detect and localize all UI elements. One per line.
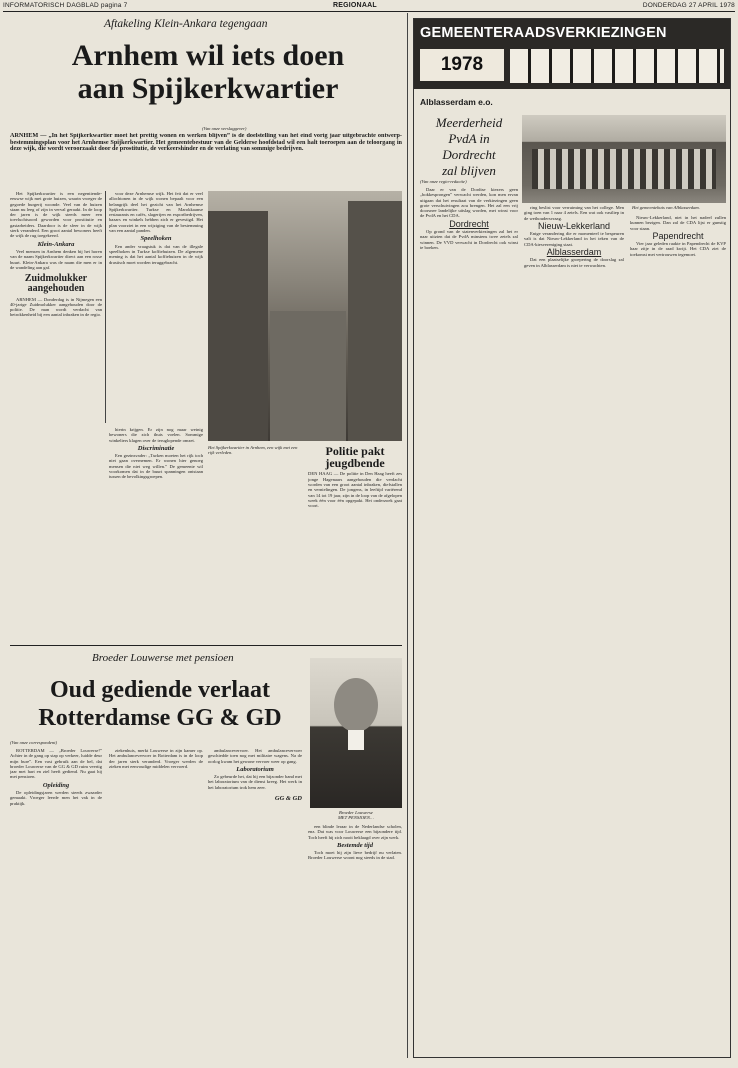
- banner-year: 1978: [420, 49, 504, 81]
- photo-street: [270, 311, 346, 441]
- election-box: [413, 18, 731, 1058]
- sidebar-col1-text-b: Op grond van de statenverkiezingen zal het er naar uitzien dat de PvdA minstens twee zetels zal winnen. De VVD verwacht in Dordrecht ook winst te boeken.: [420, 229, 518, 250]
- police-headline-1: Politie pakt: [325, 444, 385, 458]
- banner-title: GEMEENTERAADSVERKIEZINGEN: [420, 25, 667, 41]
- sidebar-col1: [420, 187, 518, 1053]
- main-col3-text: hierin krijgen. Er zijn nog maar weinig bewoners die zich thuis voelen. Sommige winkeliers klagen over de teruglopende omzet.: [109, 427, 203, 443]
- sidebar-headline-3: Dordrecht: [442, 147, 496, 162]
- second-col2-text: ziekenhuis, merkt Louwerse in zijn kamer op. Het ambulancevervoer in Rotterdam is in de loop der jaren sterk veranderd. Vroeger werden de zieken met eenvoudige middelen vervoerd.: [109, 748, 203, 769]
- police-article: [308, 445, 402, 513]
- masthead-section: REGIONAAL: [333, 2, 377, 9]
- townhall-caption: Het gemeentehuis van Alblasserdam.: [632, 205, 700, 210]
- second-col3-text-b: Zo gebeurde het, dat hij een bijzonder band met het laboratorium van de dienst kreeg. Het werk in het laboratorium trok hem zeer.: [208, 774, 302, 790]
- photo2-caption-line2: MET PENSIOEN…: [337, 815, 375, 821]
- masthead-paper-page: INFORMATORISCH DAGBLAD pagina 7: [3, 2, 128, 9]
- sidebar-headline: [420, 115, 518, 179]
- photo2-caption-line1: Broeder Louwerse: [339, 810, 373, 815]
- second-col4: [308, 824, 402, 1048]
- sidebar-col2-subhead-2: Nieuw-Lekkerland: [537, 220, 611, 231]
- sidebar-col3: [630, 215, 726, 1053]
- sidebar-col2-text-c: Enige verandering die er momenteel te bespeuren valt is dat Nieuw-Lekkerland in het teken van de CDA-kiesvereniging staat.: [524, 231, 624, 247]
- sidebar-col3-subhead: Papendrecht: [652, 230, 704, 241]
- second-col3-text: ambulancevervoer. Het ambulancevervoer geschiedde toen nog met militaire wagens. Na de oorlog kwam het gewone vervoer weer op gang.: [208, 748, 302, 764]
- second-col4-text-b: Toch moet hij zijn lieve bedrijf nu verlaten. Broeder Louwerse woont nog steeds in de stad.: [308, 850, 402, 861]
- sidebar-col1-subhead: Dordrecht: [449, 218, 489, 229]
- sidebar-col2-text: ring beslist voor verruiming van het college. Men ging toen van 1 naar 4 zetels. Een wat ook vastliep in de wethoudersvraag.: [524, 205, 624, 221]
- second-headline-1: Oud gediende verlaat: [50, 677, 270, 703]
- main-byline: (Van onze verslaggever): [202, 126, 247, 131]
- sidebar-headline-2: PvdA in: [448, 131, 490, 146]
- main-col1-text: Het Spijkerkwartier is een negentiende-eeuwse wijk met grote huizen, waarin vroeger de gegoede burgerij woonde. Veel van de huizen staan nu leeg of zijn in verval geraakt. In de loop der jaren is de wijk steeds meer een toevluchtsoord geworden voor prostitutie en gastarbeiders. Daardoor is de sfeer in de wijk sterk veranderd. Een groot aantal bewoners heeft de wijk de rug toegekeerd.: [10, 191, 102, 239]
- main-kicker: Aftakeling Klein-Ankara tegengaan: [104, 18, 268, 30]
- sidebar-col2: [524, 205, 624, 1053]
- main-headline-2: aan Spijkerkwartier: [77, 72, 339, 105]
- main-col3-subhead: Discriminatie: [137, 444, 175, 452]
- second-col1-text: ROTTERDAM — „Broeder Louwerse!” Achter in de gang op stap op verkeer, luidde deur mijn bure”. Een vast gebruik aan de bel, dat broeder Louwerse van de GG & GD ruim veertig jaar met hart en ziel heeft gediend. Nu gaat hij met pensioen.: [10, 748, 102, 780]
- second-col1-text-b: De opleidingsjaren werden steeds zwaarder gemaakt. Vroeger leerde men het vak in de praktijk.: [10, 790, 102, 806]
- portrait-collar: [348, 730, 364, 750]
- second-col3-signoff: GG & GD: [274, 795, 302, 803]
- sidebar-byline: (Van onze regio-redactie): [420, 179, 467, 184]
- photo-building-right: [348, 201, 402, 441]
- sidebar-headline-4: zal blijven: [442, 163, 496, 178]
- main-col2-subhead: Speelhoken: [140, 235, 172, 243]
- street-photo: [208, 191, 402, 441]
- second-col2: [109, 748, 203, 1048]
- masthead-rule: [3, 11, 735, 12]
- main-col1-text-b: Veel mensen in Arnhem denken bij het horen van de naam Spijkerkwartier direct aan een rosse buurt. Klein-Ankara was de naam die men er in de wandeling aan gaf.: [10, 248, 102, 270]
- portrait-photo: [310, 658, 402, 808]
- sidebar-col2-text-b: Dat een plaatselijke groepering de doorslag zal geven in Alblasserdam is niet te verwachten.: [524, 257, 624, 268]
- second-col1-subhead: Opleiding: [42, 781, 70, 789]
- main-col1-subhead-2: Zuidmolukker aangehouden: [24, 273, 88, 295]
- second-col4-subhead: Bestemde tijd: [337, 841, 373, 849]
- second-article: [10, 648, 402, 1058]
- photo1-caption: Het Spijkerkwartier in Arnhem, een wijk met een rijk verleden.: [208, 445, 298, 456]
- main-col2: [109, 191, 203, 423]
- second-headline-2: Rotterdamse GG & GD: [38, 705, 282, 731]
- photo-building-left: [208, 211, 268, 441]
- masthead: [3, 2, 735, 11]
- second-col1: [10, 748, 102, 1048]
- second-col4-text: een blinde leraar in de Nederlandse scholen, enz. Dat was voor Louwerse een bijzondere tijd. Toch heeft hij zich nooit beklaagd over zijn werk.: [308, 824, 402, 840]
- townhall-photo: [522, 115, 726, 203]
- election-banner: [414, 19, 730, 89]
- townhall-windows: [532, 149, 716, 189]
- main-col1: [10, 191, 102, 423]
- sidebar-col3-text: Nieuw-Lekkerland, niet in het nadeel zullen kunnen bezigen. Dan zal de CDA lijst er gunstig voor staan.: [630, 215, 726, 231]
- sidebar-col3-text-b: Vier jaar geleden raakte in Papendrecht de KVP haar zitje in de raad kwijt. Het CDA ziet de toekomst met vertrouwen tegemoet.: [630, 241, 726, 257]
- main-col1-subhead: Klein-Ankara: [37, 240, 75, 248]
- second-byline: (Van onze correspondent): [10, 740, 58, 745]
- main-col2-text-b: Een ander vraagstuk is dat van de illegale speelhoken in Turkse koffiehuizen. De algemene mening is dat het aantal koffiehuizen in de wijk drastisch moet worden teruggebracht.: [109, 243, 203, 265]
- section-rule: [10, 645, 402, 646]
- main-headline-1: Arnhem wil iets doen: [71, 39, 345, 72]
- page-column-rule: [407, 13, 408, 1058]
- second-kicker: Broeder Louwerse met pensioen: [92, 652, 234, 664]
- main-col2-text: voor deze Arnhemse wijk. Het feit dat er veel allochtonen in de wijk wonen bepaalt voor een belangrijk deel het gezicht van het Arnhemse Spijkerkwartier. Turkse en Marokkaanse restaurants en cafés, slagerijen en exportbedrijven, bazars en winkels hebben zich er gevestigd. Het plan voorziet in een wijziging van de bestemming van een aantal panden.: [109, 191, 203, 234]
- column-rule: [105, 191, 106, 423]
- sidebar-col2-subhead: Alblasserdam: [546, 247, 602, 258]
- main-article: [10, 13, 402, 513]
- main-col3: [109, 427, 203, 513]
- sidebar-col1-text: Daar er van de Dordtse kiezers geen „bokkesprongen” verwacht werden, kon men ervan uitgaan dat het resultaat van de verkiezingen geen grote verschuivingen zou brengen. Het zal een vrij doorsnee landelijke uitslag worden, met winst voor de PvdA en het CDA.: [420, 187, 518, 219]
- photo2-caption: [310, 810, 402, 821]
- main-lead: ARNHEM — „In het Spijkerkwartier moet het prettig wonen en werken blijven” is de doelstelling van het eind vorig jaar uitgebrachte ontwerp-bestemmingsplan voor het Arnhemse Spijkerkwartier. Het gemeentebestuur van de Gelderse hoofdstad wil een halt toeroepen aan de teloorgang in deze wijk, die wordt veroorzaakt door de prostitutie, de verkeershinder en de verlating van sommige bedrijven.: [10, 133, 402, 153]
- banner-party-logos: [510, 49, 724, 83]
- masthead-date: DONDERDAG 27 APRIL 1978: [642, 2, 735, 9]
- police-text: DEN HAAG — De politie in Den Haag heeft zes jonge Hagenaars aangehouden die verdacht worden van een groot aantal inbraken, diefstallen en vernielingen. De jongens, in leeftijd variërend van 14 tot 19 jaar, zijn in de loop van de afgelopen week één voor één opgepakt. Het onderzoek gaat voort.: [308, 471, 402, 509]
- second-col3: [208, 748, 302, 1048]
- main-col1-text-c: ARNHEM — Donderdag is in Nijmegen een 40-jarige Zuidmolukker aangehouden door de politie. De man wordt verdacht van betrokkenheid bij een aantal inbraken in de regio.: [10, 296, 102, 318]
- main-col3-text-b: Een gezinsvader: „Turken moeten het rijk toch niet gaan overnemen. Er wonen hier genoeg mensen die niet weg willen.” De gemeente wil voorkomen dat in de buurt spanningen ontstaan tussen de bevolkingsgroepen.: [109, 453, 203, 480]
- second-col3-subhead: Laboratorium: [236, 765, 274, 773]
- sidebar-location: Alblasserdam e.o.: [420, 97, 493, 107]
- sidebar-headline-1: Meerderheid: [435, 115, 503, 130]
- police-headline-2: jeugdbende: [325, 456, 385, 471]
- portrait-head: [334, 678, 378, 732]
